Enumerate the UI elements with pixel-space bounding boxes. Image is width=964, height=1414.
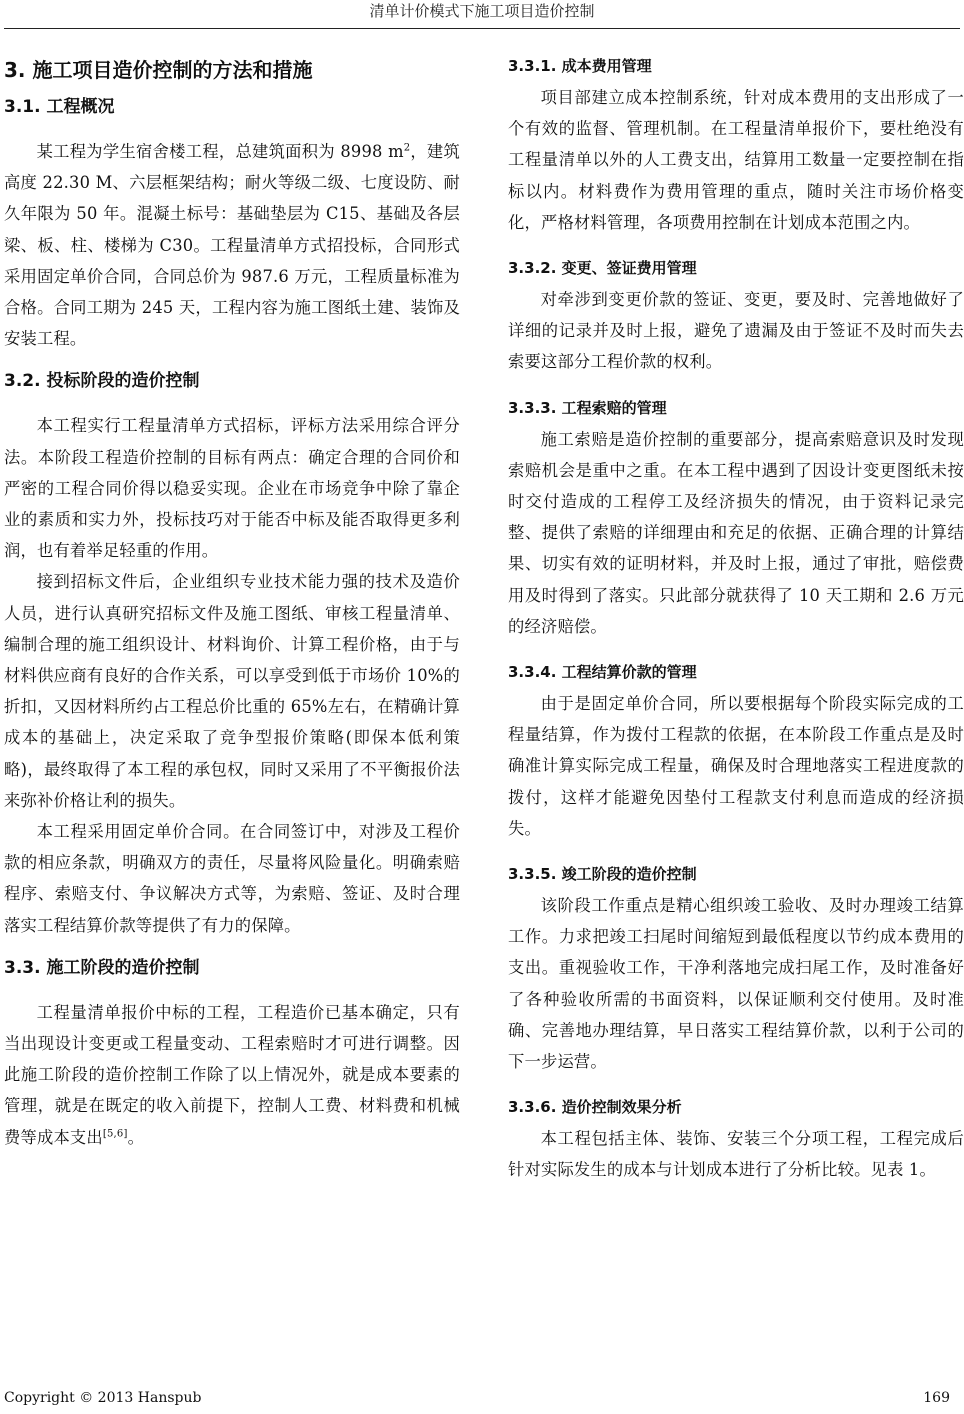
section-3-1-heading: 3.1. 工程概况: [4, 97, 115, 117]
section-3-heading: 3. 施工项目造价控制的方法和措施: [4, 58, 313, 82]
section-3-2-paragraph-3: 本工程采用固定单价合同。在合同签订中，对涉及工程价款的相应条款，明确双方的责任，尽量将风险量化。明确索赔程序、索赔支付、争议解决方式等，为索赔、签证、及时合理落实工程结算价款等提供了有力的保障。: [4, 822, 460, 935]
section-3-3-5-heading: 3.3.5. 竣工阶段的造价控制: [508, 865, 697, 884]
section-3-3-4-heading: 3.3.4. 工程结算价款的管理: [508, 663, 697, 682]
section-3-3-5-paragraph: 该阶段工作重点是精心组织竣工验收、及时办理竣工结算工作。力求把竣工扫尾时间缩短到最低程度以节约成本费用的支出。重视验收工作，干净利落地完成扫尾工作，及时准备好了各种验收所需的书面资料，以保证顺利交付使用。及时准确、完善地办理结算，早日落实工程结算价款，以利于公司的下一步运营。: [508, 896, 964, 1072]
footer-copyright: Copyright © 2013 Hanspub: [4, 1390, 202, 1406]
section-3-3-3-paragraph: 施工索赔是造价控制的重要部分，提高索赔意识及时发现索赔机会是重中之重。在本工程中遇到了因设计变更图纸未按时交付造成的工程停工及经济损失的情况，由于资料记录完整、提供了索赔的详细理由和充足的依据、正确合理的计算结果、切实有效的证明材料，并及时上报，通过了审批，赔偿费用及时得到了落实。只此部分就获得了 10 天工期和 2.6 万元的经济赔偿。: [508, 429, 964, 636]
section-3-3-1-paragraph: 项目部建立成本控制系统，针对成本费用的支出形成了一个有效的监督、管理机制。在工程量清单报价下，要杜绝没有工程量清单以外的人工费支出，结算用工数量一定要控制在指标以内。材料费作为费用管理的重点，随时关注市场价格变化，严格材料管理，各项费用控制在计划成本范围之内。: [508, 88, 964, 232]
citation-ref: [5,6]: [102, 1128, 128, 1140]
section-3-3-4-paragraph: 由于是固定单价合同，所以要根据每个阶段实际完成的工程量结算，作为拨付工程款的依据，在本阶段工作重点是及时确准计算实际完成工程量，确保及时合理地落实工程进度款的拨付，这样才能避免因垫付工程款支付利息而造成的经济损失。: [508, 694, 964, 838]
section-3-3-6-heading: 3.3.6. 造价控制效果分析: [508, 1098, 682, 1117]
left-column: [4, 48, 460, 1153]
section-3-3-paragraph: [4, 997, 460, 1153]
section-3-3-3-heading: 3.3.3. 工程索赔的管理: [508, 398, 667, 417]
section-3-3-6-paragraph: 本工程包括主体、装饰、安装三个分项工程，工程完成后针对实际发生的成本与计划成本进行了分析比较。见表 1。: [508, 1129, 964, 1180]
header-rule: [4, 28, 960, 29]
section-3-2-heading: 3.2. 投标阶段的造价控制: [4, 371, 200, 392]
section-3-2-paragraph-2: 接到招标文件后，企业组织专业技术能力强的技术及造价人员，进行认真研究招标文件及施工图纸、审核工程量清单、编制合理的施工组织设计、材料询价、计算工程价格，由于与材料供应商有良好的合作关系，可以享受到低于市场价 10%的折扣，又因材料所约占工程总价比重的 65%左右，在精确计算成本的基础上，决定采取了竞争型报价策略(即保本低利策略)，最终取得了本工程的承包权，同时又采用了不平衡报价法来弥补价格让利的损失。: [4, 572, 460, 810]
section-3-3-text: 工程量清单报价中标的工程，工程造价已基本确定，只有当出现设计变更或工程量变动、工程索赔时才可进行调整。因此施工阶段的造价控制工作除了以上情况外，就是成本要素的管理，就是在既定的收入前提下，控制人工费、材料费和机械费等成本支出: [4, 1002, 460, 1147]
section-3-3-text-end: 。: [127, 1127, 145, 1147]
section-3-3-2-paragraph: 对牵涉到变更价款的签证、变更，要及时、完善地做好了详细的记录并及时上报，避免了遗漏及由于签证不及时而失去索要这部分工程价款的权利。: [508, 290, 964, 372]
running-header: 清单计价模式下施工项目造价控制: [369, 2, 595, 20]
section-3-1-text-a: 某工程为学生宿舍楼工程，总建筑面积为 8998 m: [36, 142, 404, 161]
superscript-squared: 2: [403, 142, 411, 154]
section-3-2-paragraph-1: 本工程实行工程量清单方式招标，评标方法采用综合评分法。本阶段工程造价控制的目标有两点：确定合理的合同价和严密的工程合同价得以稳妥实现。企业在市场竞争中除了靠企业的素质和实力外，投标技巧对于能否中标及能否取得更多利润，也有着举足轻重的作用。: [4, 416, 460, 561]
section-3-3-2-heading: 3.3.2. 变更、签证费用管理: [508, 259, 697, 278]
section-3-3-heading: 3.3. 施工阶段的造价控制: [4, 957, 200, 978]
section-3-1-paragraph: [4, 136, 460, 354]
section-3-1-text-b: ，建筑高度 22.30 M、六层框架结构；耐火等级二级、七度设防、耐久年限为 50 年。混凝土标号：基础垫层为 C15、基础及各层梁、板、柱、楼梯为 C30。工程量清单方式招投标，合同形式采用固定单价合同，合同总价为 987.6 万元，工程质量标准为合格。合同工期为 245 天，工程内容为施工图纸土建、装饰及安装工程。: [4, 142, 460, 349]
footer-page-number: 169: [923, 1390, 950, 1406]
section-3-3-1-heading: 3.3.1. 成本费用管理: [508, 57, 652, 75]
right-column: [508, 48, 964, 1190]
